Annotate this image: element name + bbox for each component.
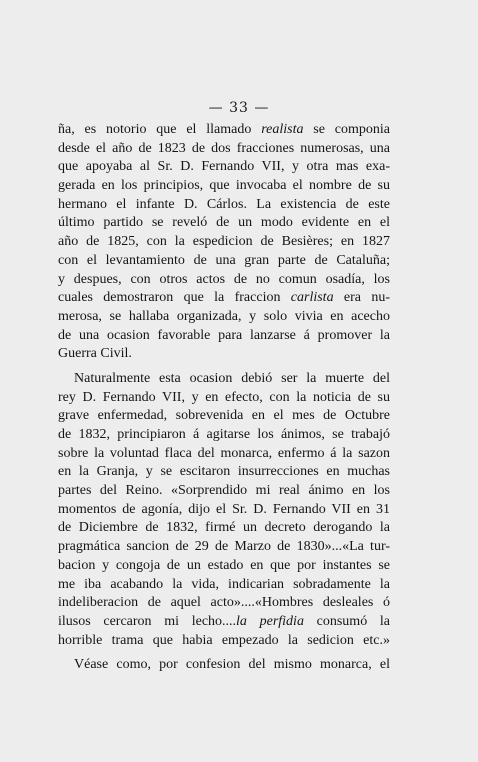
text-line: pragmática sancion de 29 de Marzo de 1830»...«La tur- (58, 539, 390, 555)
text-line: cuales demostraron que la fraccion carlista era nu- (58, 290, 390, 306)
text-line: momentos de agonía, dijo el Sr. D. Fernando VII en 31 (58, 501, 390, 517)
text-line: partes del Reino. «Sorprendido mi real ánimo en los (58, 483, 390, 499)
text-line: desde el año de 1823 de dos fracciones numerosas, una (58, 140, 390, 156)
text-line: sobre la voluntad flaca del monarca, enfermo á la sazon (58, 445, 390, 461)
text-line: último partido se reveló de un modo evidente en el (58, 215, 390, 231)
text-line: año de 1825, con la espedicion de Besières; en 1827 (58, 234, 390, 250)
text-line: gerada en los principios, que invocaba el nombre de su (58, 178, 390, 194)
text-line: Véase como, por confesion del mismo monarca, el (74, 657, 390, 673)
text-line: con el levantamiento de una gran parte de Cataluña; (58, 252, 390, 268)
text-line: ilusos cercaron mi lecho....la perfidia consumó la (58, 613, 390, 629)
text-line: grave enfermedad, sobrevenida en el mes de Octubre (58, 408, 390, 424)
text-line: indeliberacion de aquel acto»....«Hombres desleales ó (58, 595, 390, 611)
text-line: Naturalmente esta ocasion debió ser la muerte del (74, 370, 390, 386)
text-line: merosa, se hallaba organizada, y solo vivia en acecho (58, 308, 390, 324)
text-line: hermano el infante D. Cárlos. La existencia de este (58, 196, 390, 212)
body-text (58, 121, 390, 675)
text-line: que apoyaba al Sr. D. Fernando VII, y otra mas exa- (58, 159, 390, 175)
text-line: de Diciembre de 1832, firmé un decreto derogando la (58, 520, 390, 536)
text-line: me iba acabando la vida, indicarian sobradamente la (58, 576, 390, 592)
text-line: de una ocasion favorable para lanzarse á promover la (58, 327, 390, 343)
text-line: Guerra Civil. (58, 346, 132, 362)
text-line: ña, es notorio que el llamado realista se componia (58, 122, 390, 137)
text-line: bacion y congoja de un estado en que por instantes se (58, 557, 390, 573)
text-line: y despues, con otros actos de no comun osadía, los (58, 271, 390, 287)
page-number: — 33 — (208, 100, 270, 116)
text-line: de 1832, principiaron á agitarse los ánimos, se trabajó (58, 427, 390, 442)
text-line: en la Granja, y se escitaron insurrecciones en muchas (58, 464, 390, 480)
text-line: rey D. Fernando VII, y en efecto, con la noticia de su (58, 389, 390, 405)
text-line: horrible trama que habia empezado la sedicion etc.» (58, 632, 390, 648)
